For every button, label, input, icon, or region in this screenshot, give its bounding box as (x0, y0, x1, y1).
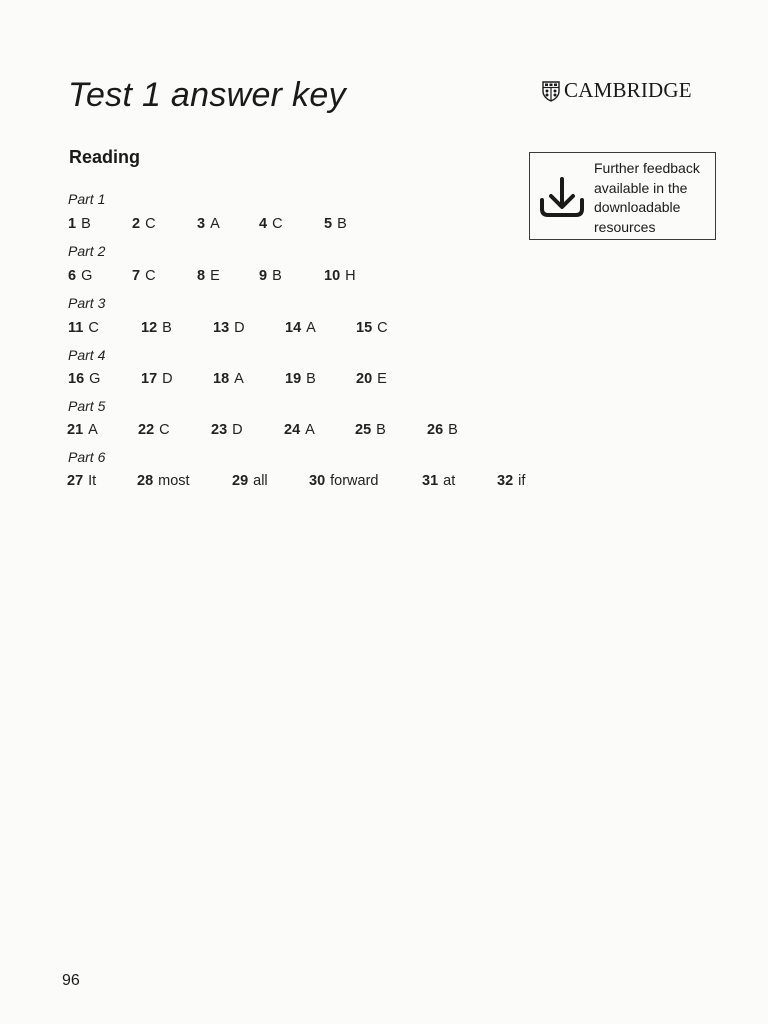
cambridge-shield-icon (541, 80, 561, 102)
page-number: 96 (62, 972, 80, 989)
answer-item: 9 B (259, 268, 282, 284)
answer-item: 22 C (138, 422, 170, 438)
answer-item: 4 C (259, 216, 283, 232)
answer-item: 18 A (213, 371, 244, 387)
answer-item: 28 most (137, 473, 190, 489)
answer-item: 1 B (68, 216, 91, 232)
answer-item: 7 C (132, 268, 156, 284)
part-label-1: Part 1 (68, 191, 106, 207)
answer-item: 23 D (211, 422, 243, 438)
answer-item: 32 if (497, 473, 526, 489)
answer-item: 16 G (68, 371, 101, 387)
answer-item: 5 B (324, 216, 347, 232)
part-label-2: Part 2 (68, 243, 106, 259)
feedback-line: downloadable (594, 199, 681, 215)
answer-item: 30 forward (309, 473, 379, 489)
cambridge-logo (541, 78, 692, 103)
feedback-box (529, 152, 716, 240)
download-icon (538, 175, 586, 221)
answer-item: 17 D (141, 371, 173, 387)
answer-item: 24 A (284, 422, 315, 438)
part-label-4: Part 4 (68, 347, 106, 363)
page-title: Test 1 answer key (68, 76, 346, 114)
answer-item: 3 A (197, 216, 220, 232)
answer-item: 6 G (68, 268, 93, 284)
part-label-6: Part 6 (68, 449, 106, 465)
feedback-line: available in the (594, 179, 688, 196)
section-heading-reading: Reading (69, 147, 141, 167)
answer-item: 26 B (427, 422, 458, 438)
answer-item: 20 E (356, 371, 387, 387)
answer-item: 15 C (356, 320, 388, 336)
feedback-text (594, 159, 716, 237)
brand-name: CAMBRIDGE (564, 78, 692, 102)
answer-item: 8 E (197, 268, 220, 284)
answer-item: 13 D (213, 320, 245, 336)
answer-item: 27 It (67, 473, 97, 489)
answer-item: 25 B (355, 422, 386, 438)
answer-item: 12 B (141, 320, 172, 336)
answer-item: 2 C (132, 216, 156, 232)
answer-item: 31 at (422, 473, 456, 489)
part-label-5: Part 5 (68, 398, 106, 414)
answer-item: 14 A (285, 320, 316, 336)
feedback-line: resources (594, 218, 656, 235)
answer-item: 11 C (68, 320, 99, 336)
answer-item: 10 H (324, 268, 356, 284)
answer-item: 21 A (67, 422, 98, 438)
feedback-line: Further feedback (594, 160, 700, 176)
answer-item: 29 all (232, 473, 268, 489)
part-label-3: Part 3 (68, 295, 106, 311)
answer-item: 19 B (285, 371, 316, 387)
